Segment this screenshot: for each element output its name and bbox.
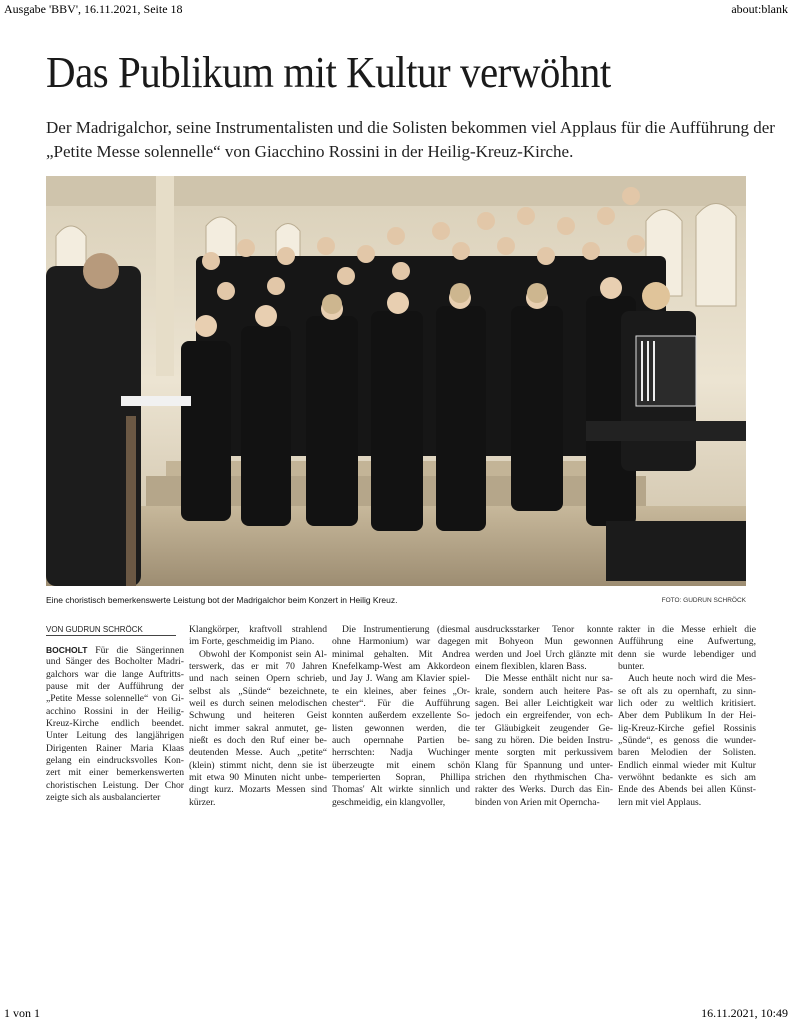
article-text-line: einem flexiblen, klaren Bass. [475,661,587,673]
article-text-line: Obwohl der Komponist sein Al- [199,648,327,660]
article-text-line: mente sorgten mit perkussivem [475,747,613,759]
article-headline: Das Publikum mit Kultur verwöhnt [46,48,611,97]
article-text-line: weil es durch seinen melodischen [189,698,327,710]
article-text-line: minimal gehalten. Mit Andrea [332,648,470,660]
article-text-line: ausdrucksstarker Tenor konnte [475,624,613,635]
article-text-line: lig-Kreuz-Kirche gefiel Rossinis [618,722,756,734]
article-text-line: im Forte, geschmeidig im Piano. [189,636,315,648]
article-text-line: werden und Joel Urch glänzte mit [475,648,613,660]
article-text-line: mit etwa 90 Minuten nicht unbe- [189,772,327,784]
article-text-line: verwöhnt bedankte es sich am [618,772,756,784]
article-text-line: jedoch ein ergreifender, von ech- [475,710,613,722]
article-text-line: Unter Leitung des langjährigen [46,730,184,742]
article-text-line: lern mit viel Applaus. [618,796,702,808]
article-text-line: te ein kleines, aber feines „Or- [332,685,470,697]
article-text-line: deutenden Messe. Auch „petite“ [189,747,327,759]
article-text-line: Knefelkamp-West am Akkordeon [332,661,470,673]
article-text-line: pause mit der Aufführung der [46,681,184,693]
article-subhead-line1: Der Madrigalchor, seine Instrumentalisten und die Solisten bekommen viel Applaus für die Aufführung der [46,118,775,137]
article-text-line: nicht immer sakral anmutet, ge- [189,722,327,734]
article-text-line: zeigte sich als ausbalancierter [46,792,161,804]
article-text-line: Die Instrumentierung (diesmal [342,624,470,635]
article-text-line: herrschten: Nadja Wuchinger [332,747,470,759]
article-column-5 [618,624,756,809]
article-text-line: „Petite Messe solennelle“ von Gi- [46,693,184,705]
article-text-line: mit Bohyeon Mun gewonnen [475,636,613,648]
article-text-line: „Sünde“, es genoss die wunder- [618,735,756,747]
article-column-1 [46,644,184,804]
article-text-line: sagen. Bei aller Leichtigkeit war [475,698,613,710]
print-header-url: about:blank [731,2,788,16]
photo-caption: Eine choristisch bemerkenswerte Leistung bot der Madrigalchor beim Konzert in Heilig Kreuz. [46,595,398,605]
article-text-line: acchino Rossini in der Heilig- [46,705,184,717]
article-text-line: Klangkörper, kraftvoll strahlend [189,624,327,635]
article-text-line: nießt es doch den Ruf einer be- [189,735,327,747]
article-text-line: baren Melodien der Solisten. [618,747,756,759]
article-text-line: terswerk, das er mit 70 Jahren [189,661,327,673]
article-text-line: BOCHOLT Für die Sängerinnen [46,645,184,656]
article-text-line: konnten außerdem exzellente So- [332,710,470,722]
byline: VON GUDRUN SCHRÖCK [46,625,176,636]
print-header-edition: Ausgabe 'BBV', 16.11.2021, Seite 18 [4,2,183,16]
article-text-line: Schwung und heiteren Geist [189,710,327,722]
article-text-line: Die Messe enthält nicht nur sa- [485,673,613,685]
article-text-line: ter Gläubigkeit zeugender Ge- [475,722,613,734]
article-text-line: gelang ein eindrucksvolles Kon- [46,755,184,767]
article-text-line: listen gewonnen werden, die [332,722,470,734]
article-text-line: choristischen Leistung. Der Chor [46,779,184,791]
article-text-line: überzeugte mit einem schön [332,759,470,771]
article-text-line: sang zu hören. Die beiden Instru- [475,735,613,747]
article-text-line: Auch heute noch wird die Mes- [628,673,756,685]
article-column-2 [189,624,327,809]
article-text-line: rakter in die Messe erhielt die [618,624,756,635]
article-text-line: Ende des Abends bei allen Künst- [618,784,756,796]
article-text-line: und nach seinen Opern schrieb, [189,673,327,685]
article-text-line: dingt kurz. Mozarts Messen sind [189,784,327,796]
article-text-line: galchors war die lange Auftritts- [46,668,184,680]
article-text-line: Klang für Spannung und unter- [475,759,613,771]
print-footer-pages: 1 von 1 [4,1006,40,1020]
article-text-line: se oft als zu opernhaft, zu sinn- [618,685,756,697]
article-text-line: temperierten Sopran, Phillipa [332,772,470,784]
article-text-line: Dirigenten Rainer Maria Klaas [46,742,184,754]
article-text-line: chester“. Für die Aufführung [332,698,470,710]
article-text-line: (klein) stimmt nicht, denn sie ist [189,759,327,771]
article-text-line: strichen den rhythmischen Cha- [475,772,613,784]
article-text-line: Kreuz-Kirche endlich beendet. [46,718,184,730]
dateline: BOCHOLT [46,645,88,655]
article-text-line: bunter. [618,661,645,673]
article-text-line: geschmeidig, ein klangvoller, [332,796,446,808]
choir-photo [46,176,746,586]
article-text-line: zert mit einer bemerkenswerten [46,767,184,779]
article-column-3 [332,624,470,809]
print-header [0,2,792,16]
article-text-line: selbst als „Sünde“ bezeichnete, [189,685,327,697]
article-text-line: rakter des Werks. Durch das Ein- [475,784,613,796]
article-text-line: und Sänger des Bocholter Madri- [46,656,184,668]
article-text-line: lich oder zu weltlich kritisiert. [618,698,756,710]
photo-credit: FOTO: GUDRUN SCHRÖCK [661,597,746,604]
print-footer [0,1006,792,1020]
article-text-line: auch opernnahe Partien be- [332,735,470,747]
article-text-line: kürzer. [189,796,216,808]
article-text-line: Aufführung eine Aufwertung, [618,636,756,648]
article-subhead [46,116,775,164]
article-text-line: und Jay J. Wang am Klavier spiel- [332,673,470,685]
article-subhead-line2: „Petite Messe solennelle“ von Giacchino Rossini in der Heilig-Kreuz-Kirche. [46,142,574,161]
article-text-line: Aber dem Publikum In der Hei- [618,710,756,722]
article-column-4 [475,624,613,809]
article-text-line: krale, sondern auch heitere Pas- [475,685,613,697]
article-text-line: Endlich einmal wieder mit Kultur [618,759,756,771]
article-text-line: ohne Harmonium) war dagegen [332,636,470,648]
article-text-line: denn sie wurde lebendiger und [618,648,756,660]
article-text-line: Thomas' Alt wirkte sinnlich und [332,784,470,796]
article-text-line: binden von Arien mit Operncha- [475,796,600,808]
print-footer-timestamp: 16.11.2021, 10:49 [701,1006,788,1020]
